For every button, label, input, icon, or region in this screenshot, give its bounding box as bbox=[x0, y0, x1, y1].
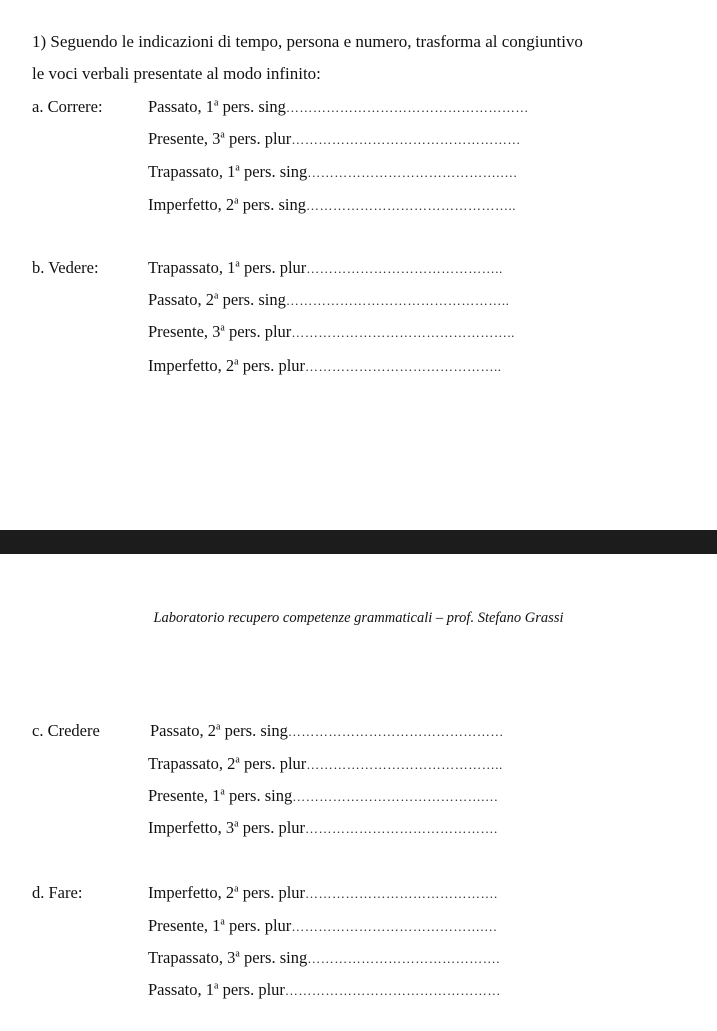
answer-blank[interactable]: …………………………………….. bbox=[306, 261, 503, 276]
verb-prompt: Passato, 1$^a$ pers. plur bbox=[148, 980, 285, 999]
answer-blank[interactable]: ………………………………………… bbox=[287, 724, 504, 739]
verb-prompt: Passato, 1$^a$ pers. sing bbox=[148, 97, 286, 116]
verb-row bbox=[148, 883, 608, 905]
verb-prompt: Imperfetto, 2$^a$ pers. plur bbox=[148, 883, 306, 902]
verb-row bbox=[148, 129, 608, 151]
instruction-line-2: le voci verbali presentate al modo infinito: bbox=[32, 64, 321, 83]
answer-blank[interactable]: ………………………………………… bbox=[284, 983, 501, 998]
answer-blank[interactable]: ……………………………………. bbox=[305, 886, 498, 901]
verb-row bbox=[148, 258, 608, 280]
answer-blank[interactable]: …………………………………….… bbox=[292, 789, 499, 804]
answer-blank[interactable]: ……………………………………. bbox=[307, 951, 500, 966]
verb-row bbox=[148, 948, 608, 970]
verb-row bbox=[150, 721, 610, 743]
verb-prompt: Passato, 2$^a$ pers. sing bbox=[150, 721, 288, 740]
answer-blank[interactable]: ……………………………………. bbox=[305, 821, 498, 836]
verb-row bbox=[148, 754, 608, 776]
verb-prompt: Trapassato, 1$^a$ pers. plur bbox=[148, 258, 307, 277]
answer-blank[interactable]: ……………………………………….. bbox=[305, 198, 516, 213]
section-label-a: a. Correre: bbox=[32, 97, 103, 116]
verb-prompt: Trapassato, 2$^a$ pers. plur bbox=[148, 754, 307, 773]
verb-prompt: Presente, 3$^a$ pers. plur bbox=[148, 322, 292, 341]
answer-blank[interactable]: ………………………………………….. bbox=[285, 293, 510, 308]
verb-prompt: Presente, 1$^a$ pers. plur bbox=[148, 916, 292, 935]
verb-row bbox=[148, 356, 608, 378]
verb-row bbox=[148, 290, 608, 312]
verb-row bbox=[148, 980, 608, 1002]
verb-row bbox=[148, 916, 608, 938]
verb-row bbox=[148, 195, 608, 217]
verb-row bbox=[148, 818, 608, 840]
verb-prompt: Trapassato, 1$^a$ pers. sing bbox=[148, 162, 308, 181]
answer-blank[interactable]: ………………………………………….. bbox=[291, 325, 515, 340]
verb-prompt: Imperfetto, 3$^a$ pers. plur bbox=[148, 818, 306, 837]
verb-prompt: Imperfetto, 2$^a$ pers. sing bbox=[148, 195, 306, 214]
verb-row bbox=[148, 97, 608, 119]
answer-blank[interactable]: …………………………………….. bbox=[305, 359, 502, 374]
footer-note: Laboratorio recupero competenze grammaticali – prof. Stefano Grassi bbox=[153, 610, 564, 626]
answer-blank[interactable]: …………………………………….… bbox=[291, 919, 498, 934]
answer-blank[interactable]: …………………………………….…. bbox=[307, 165, 518, 180]
verb-prompt: Passato, 2$^a$ pers. sing bbox=[148, 290, 286, 309]
page-break-band bbox=[0, 530, 717, 554]
verb-prompt: Trapassato, 3$^a$ pers. sing bbox=[148, 948, 308, 967]
section-label-c: c. Credere bbox=[32, 721, 100, 740]
answer-blank[interactable]: ……………………………………………… bbox=[285, 100, 529, 115]
verb-row bbox=[148, 786, 608, 808]
verb-prompt: Imperfetto, 2$^a$ pers. plur bbox=[148, 356, 306, 375]
verb-prompt: Presente, 3$^a$ pers. plur bbox=[148, 129, 292, 148]
section-label-b: b. Vedere: bbox=[32, 258, 99, 277]
answer-blank[interactable]: …………………………………………… bbox=[291, 132, 521, 147]
verb-prompt: Presente, 1$^a$ pers. sing bbox=[148, 786, 293, 805]
answer-blank[interactable]: …………………………………….. bbox=[306, 757, 503, 772]
instruction-line-1: 1) Seguendo le indicazioni di tempo, persona e numero, trasforma al congiuntivo bbox=[32, 32, 583, 51]
verb-row bbox=[148, 322, 608, 344]
verb-row bbox=[148, 162, 608, 184]
section-label-d: d. Fare: bbox=[32, 883, 83, 902]
